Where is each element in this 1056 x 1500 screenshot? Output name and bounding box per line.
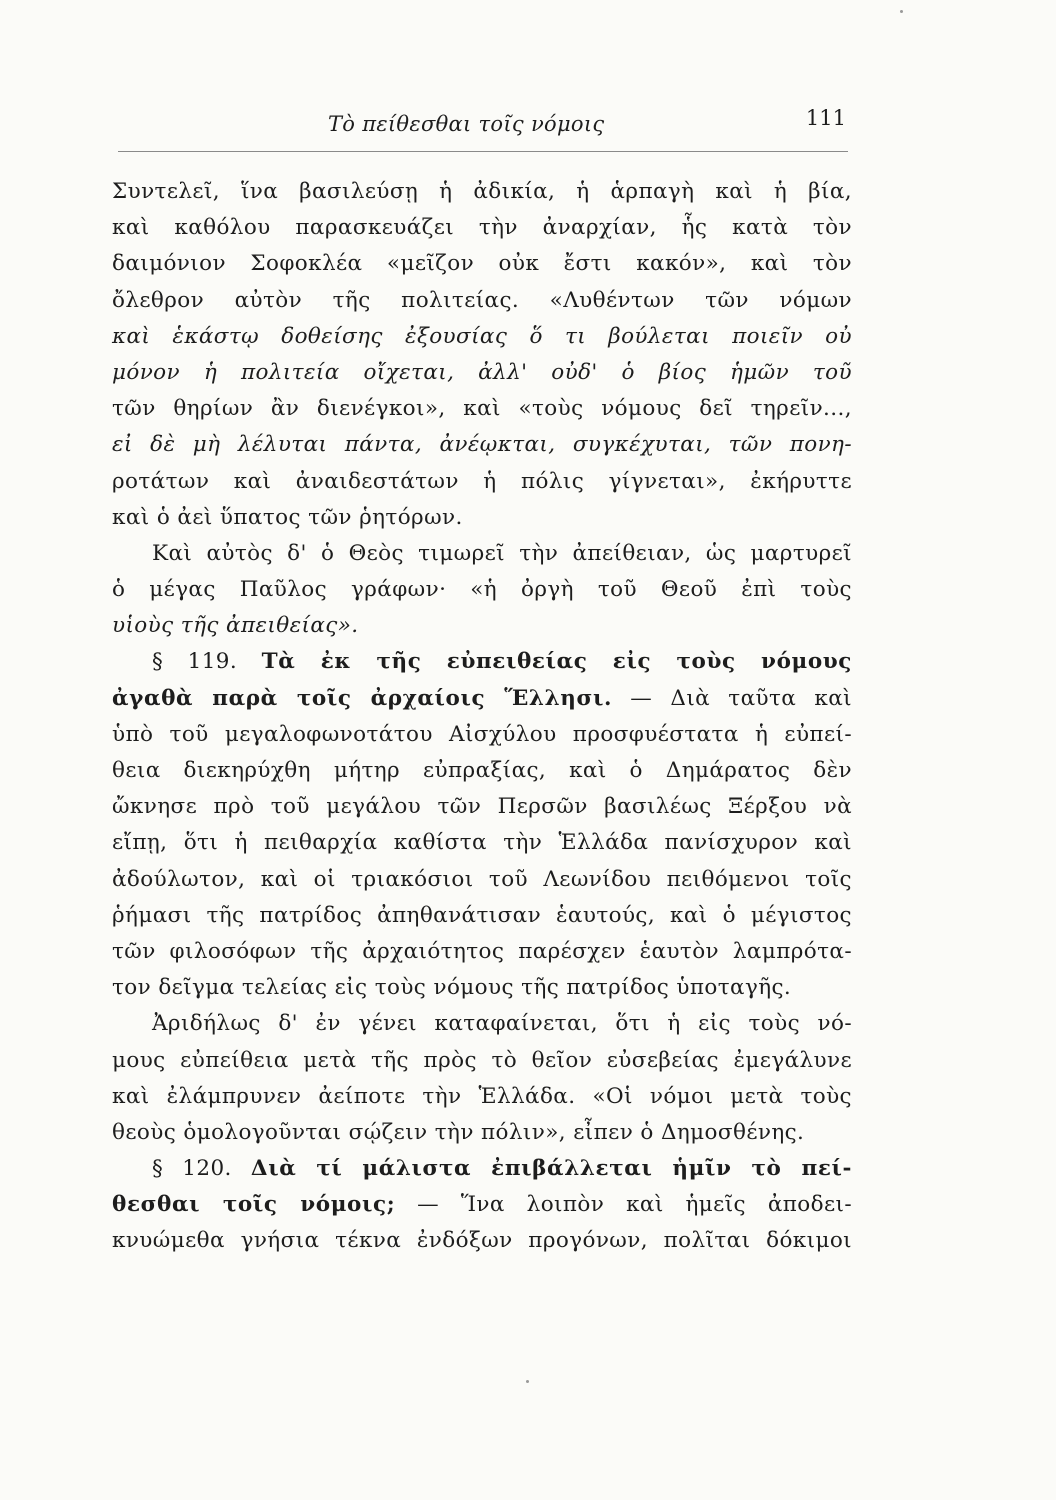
text-line: θεια διεκηρύχθη μήτηρ εὐπραξίας, καὶ ὁ Δημάρατος δὲν xyxy=(112,758,852,783)
text-line: κνυώμεθα γνήσια τέκνα ἐνδόξων προγόνων, πολῖται δόκιμοι xyxy=(112,1228,852,1254)
page-number: 111 xyxy=(805,106,846,130)
text-line xyxy=(112,681,852,717)
text-line: ὑπὸ τοῦ μεγαλοφωνοτάτου Αἰσχύλου προσφυέστατα ἡ εὐπεί- xyxy=(112,721,852,747)
section-heading-120 xyxy=(112,1151,852,1187)
running-title: Τὸ πείθεσθαι τοῖς νόμοις xyxy=(328,112,605,136)
paper-speck xyxy=(526,1380,529,1383)
text-line: ὁ μέγας Παῦλος γράφων· «ἡ ὀργὴ τοῦ Θεοῦ ἐπὶ τοὺς xyxy=(112,577,852,603)
text-line xyxy=(112,1187,852,1223)
text-line: τῶν θηρίων ἂν διενέγκοι», καὶ «τοὺς νόμους δεῖ τηρεῖν..., xyxy=(112,396,852,422)
section-title: Διὰ τί μάλιστα ἐπιβάλλεται ἡμῖν τὸ πεί- xyxy=(250,1156,853,1182)
text-line: Ἀριδήλως δ' ἐν γένει καταφαίνεται, ὅτι ἡ εἰς τοὺς νό- xyxy=(152,1011,852,1037)
text-line: δαιμόνιον Σοφοκλέα «μεῖζον οὐκ ἔστι κακόν», καὶ τὸν xyxy=(112,251,852,277)
text-line: ἀδούλωτον, καὶ οἱ τριακόσιοι τοῦ Λεωνίδου πειθόμενοι τοῖς xyxy=(112,866,852,892)
section-title: ἀγαθὰ παρὰ τοῖς ἀρχαίοις Ἕλλησι. xyxy=(112,685,613,711)
text-line: ὄλεθρον αὐτὸν τῆς πολιτείας. «Λυθέντων τῶν νόμων xyxy=(112,287,852,313)
paper-speck xyxy=(900,10,903,13)
section-number: § 120. xyxy=(152,1156,232,1182)
section-number: § 119. xyxy=(152,649,238,675)
text-line: τον δεῖγμα τελείας εἰς τοὺς νόμους τῆς πατρίδος ὑποταγῆς. xyxy=(112,975,792,1001)
text-line: καὶ καθόλου παρασκευάζει τὴν ἀναρχίαν, ἧς κατὰ τὸν xyxy=(112,215,852,241)
section-text: — Ἵνα λοιπὸν καὶ ἡμεῖς ἀποδει- xyxy=(417,1192,852,1218)
text-line: ροτάτων καὶ ἀναιδεστάτων ἡ πόλις γίγνεται», ἐκήρυττε xyxy=(112,468,852,494)
text-line: θεοὺς ὁμολογοῦνται σῴζειν τὴν πόλιν», εἶπεν ὁ Δημοσθένης. xyxy=(112,1119,805,1145)
text-line: καὶ ὁ ἀεὶ ὕπατος τῶν ῥητόρων. xyxy=(112,504,463,530)
section-text: — Διὰ ταῦτα καὶ xyxy=(630,685,853,711)
header-rule xyxy=(118,151,848,152)
body-text xyxy=(112,174,852,1260)
text-line: τῶν φιλοσόφων τῆς ἀρχαιότητος παρέσχεν ἑαυτὸν λαμπρότα- xyxy=(112,938,852,964)
text-line: Συντελεῖ, ἵνα βασιλεύσῃ ἡ ἀδικία, ἡ ἁρπαγὴ καὶ ἡ βία, xyxy=(112,179,852,204)
text-line: καὶ ἐλάμπρυνεν ἀείποτε τὴν Ἑλλάδα. «Οἱ νόμοι μετὰ τοὺς xyxy=(112,1083,852,1109)
text-line: ὤκνησε πρὸ τοῦ μεγάλου τῶν Περσῶν βασιλέως Ξέρξου νὰ xyxy=(112,794,852,820)
text-line: Καὶ αὐτὸς δ' ὁ Θεὸς τιμωρεῖ τὴν ἀπείθειαν, ὡς μαρτυρεῖ xyxy=(152,540,852,566)
text-line: μόνον ἡ πολιτεία οἴχεται, ἀλλ' οὐδ' ὁ βίος ἡμῶν τοῦ xyxy=(112,359,852,385)
section-title: θεσθαι τοῖς νόμοις; xyxy=(112,1192,396,1218)
text-line: εἰ δὲ μὴ λέλυται πάντα, ἀνέῳκται, συγκέχυται, τῶν πονη- xyxy=(112,432,852,458)
section-heading-119 xyxy=(112,644,852,680)
section-title: Τὰ ἐκ τῆς εὐπειθείας εἰς τοὺς νόμους xyxy=(261,649,852,675)
text-line: καὶ ἑκάστῳ δοθείσης ἐξουσίας ὅ τι βούλεται ποιεῖν οὐ xyxy=(112,323,852,349)
text-line: εἴπῃ, ὅτι ἡ πειθαρχία καθίστα τὴν Ἑλλάδα πανίσχυρον καὶ xyxy=(112,830,852,856)
text-line: μους εὐπείθεια μετὰ τῆς πρὸς τὸ θεῖον εὐσεβείας ἐμεγάλυνε xyxy=(112,1047,852,1073)
text-line: ῥήμασι τῆς πατρίδος ἀπηθανάτισαν ἑαυτούς, καὶ ὁ μέγιστος xyxy=(112,902,852,928)
page-header xyxy=(118,100,848,140)
text-line: υἱοὺς τῆς ἀπειθείας». xyxy=(112,613,359,639)
